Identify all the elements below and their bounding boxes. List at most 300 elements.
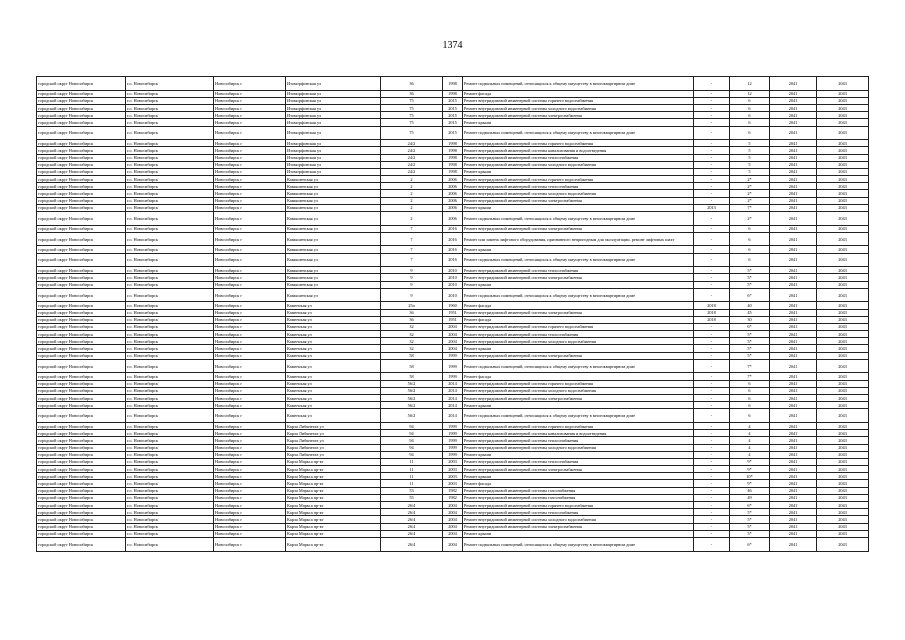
end-year-cell: 2043: [817, 494, 869, 501]
city-cell: Новосибирск г: [214, 422, 286, 429]
last-repair-year-cell: -: [694, 97, 730, 104]
street-cell: Изоморфонская ул: [286, 161, 381, 168]
table-row: [37, 402, 869, 409]
end-year-cell: 2043: [817, 323, 869, 330]
start-year-cell: 2041: [770, 422, 817, 429]
district-cell: г.о. Новосибирск: [126, 77, 214, 91]
start-year-cell: 2041: [770, 168, 817, 175]
city-cell: Новосибирск г: [214, 90, 286, 97]
end-year-cell: 2043: [817, 267, 869, 274]
start-year-cell: 2041: [770, 466, 817, 473]
city-cell: Новосибирск г: [214, 288, 286, 302]
build-year-cell: 2016: [443, 232, 463, 246]
city-cell: Новосибирск г: [214, 168, 286, 175]
street-cell: Каменская ул: [286, 352, 381, 359]
work-type-cell: Ремонт крыши: [463, 168, 694, 175]
end-year-cell: 2043: [817, 225, 869, 232]
table-row: [37, 204, 869, 211]
start-year-cell: 2041: [770, 323, 817, 330]
street-cell: Каменская ул: [286, 359, 381, 373]
start-year-cell: 2041: [770, 502, 817, 509]
house-number-cell: 58: [381, 352, 443, 359]
municipality-cell: городской округ Новосибирск: [37, 394, 126, 401]
municipality-cell: городской округ Новосибирск: [37, 480, 126, 487]
district-cell: г.о. Новосибирск: [126, 422, 214, 429]
build-year-cell: 1999: [443, 430, 463, 437]
house-number-cell: 75: [381, 97, 443, 104]
table-row: [37, 537, 869, 551]
build-year-cell: 2014: [443, 409, 463, 423]
last-repair-year-cell: 2018: [694, 316, 730, 323]
table-row: [37, 104, 869, 111]
work-type-cell: Ремонт подвальных помещений, относящихся к общему имуществу в многоквартирном доме: [463, 253, 694, 267]
street-cell: Каменская ул: [286, 323, 381, 330]
wear-cell: 4: [730, 451, 770, 458]
end-year-cell: 2043: [817, 104, 869, 111]
work-type-cell: Ремонт подвальных помещений, относящихся к общему имуществу в многоквартирном доме: [463, 288, 694, 302]
start-year-cell: 2041: [770, 274, 817, 281]
wear-cell: 7*: [730, 373, 770, 380]
house-number-cell: 56/2: [381, 394, 443, 401]
house-number-cell: 36: [381, 77, 443, 91]
build-year-cell: 1999: [443, 359, 463, 373]
street-cell: Каменская ул: [286, 409, 381, 423]
district-cell: г.о. Новосибирск: [126, 473, 214, 480]
wear-cell: 9*: [730, 466, 770, 473]
work-type-cell: Ремонт крыши: [463, 530, 694, 537]
street-cell: Карла Маркса пр-кт: [286, 487, 381, 494]
municipality-cell: городской округ Новосибирск: [37, 232, 126, 246]
end-year-cell: 2043: [817, 345, 869, 352]
end-year-cell: 2043: [817, 154, 869, 161]
last-repair-year-cell: 2013: [694, 204, 730, 211]
house-number-cell: 24/2: [381, 161, 443, 168]
district-cell: г.о. Новосибирск: [126, 309, 214, 316]
work-type-cell: Ремонт крыши: [463, 402, 694, 409]
municipality-cell: городской округ Новосибирск: [37, 253, 126, 267]
street-cell: Каменская ул: [286, 394, 381, 401]
district-cell: г.о. Новосибирск: [126, 126, 214, 140]
city-cell: Новосибирск г: [214, 281, 286, 288]
district-cell: г.о. Новосибирск: [126, 154, 214, 161]
build-year-cell: 2010: [443, 274, 463, 281]
work-type-cell: Ремонт внутридомовой инженерной системы теплоснабжения: [463, 458, 694, 465]
last-repair-year-cell: -: [694, 523, 730, 530]
street-cell: Карла Маркса пр-кт: [286, 494, 381, 501]
start-year-cell: 2041: [770, 516, 817, 523]
house-number-cell: 56/2: [381, 380, 443, 387]
city-cell: Новосибирск г: [214, 204, 286, 211]
street-cell: Камышенская ул: [286, 190, 381, 197]
table-row: [37, 316, 869, 323]
city-cell: Новосибирск г: [214, 316, 286, 323]
capital-repair-table: [36, 76, 869, 552]
wear-cell: 12: [730, 90, 770, 97]
street-cell: Камышенская ул: [286, 274, 381, 281]
city-cell: Новосибирск г: [214, 246, 286, 253]
district-cell: г.о. Новосибирск: [126, 253, 214, 267]
table-row: [37, 90, 869, 97]
district-cell: г.о. Новосибирск: [126, 402, 214, 409]
house-number-cell: 56/2: [381, 387, 443, 394]
table-row: [37, 323, 869, 330]
wear-cell: 7*: [730, 204, 770, 211]
last-repair-year-cell: -: [694, 359, 730, 373]
build-year-cell: 1951: [443, 309, 463, 316]
last-repair-year-cell: -: [694, 444, 730, 451]
street-cell: Карла Либкнехта ул: [286, 422, 381, 429]
work-type-cell: Ремонт внутридомовой инженерной системы электроснабжения: [463, 112, 694, 119]
build-year-cell: 1998: [443, 168, 463, 175]
last-repair-year-cell: -: [694, 246, 730, 253]
house-number-cell: 94: [381, 444, 443, 451]
municipality-cell: городской округ Новосибирск: [37, 288, 126, 302]
street-cell: Изоморфонская ул: [286, 140, 381, 147]
wear-cell: 2*: [730, 197, 770, 204]
table-row: [37, 480, 869, 487]
city-cell: Новосибирск г: [214, 323, 286, 330]
wear-cell: 5*: [730, 345, 770, 352]
house-number-cell: 94: [381, 437, 443, 444]
house-number-cell: 11: [381, 466, 443, 473]
house-number-cell: 26/4: [381, 502, 443, 509]
start-year-cell: 2041: [770, 267, 817, 274]
start-year-cell: 2041: [770, 444, 817, 451]
end-year-cell: 2043: [817, 451, 869, 458]
end-year-cell: 2043: [817, 274, 869, 281]
end-year-cell: 2043: [817, 190, 869, 197]
start-year-cell: 2041: [770, 225, 817, 232]
district-cell: г.о. Новосибирск: [126, 359, 214, 373]
district-cell: г.о. Новосибирск: [126, 523, 214, 530]
wear-cell: 5: [730, 140, 770, 147]
city-cell: Новосибирск г: [214, 444, 286, 451]
build-year-cell: 1998: [443, 140, 463, 147]
wear-cell: 7*: [730, 359, 770, 373]
build-year-cell: 2004: [443, 345, 463, 352]
build-year-cell: 1998: [443, 161, 463, 168]
house-number-cell: 53: [381, 487, 443, 494]
table-row: [37, 352, 869, 359]
wear-cell: 4: [730, 437, 770, 444]
build-year-cell: 2004: [443, 516, 463, 523]
last-repair-year-cell: -: [694, 331, 730, 338]
table-row: [37, 212, 869, 226]
city-cell: Новосибирск г: [214, 345, 286, 352]
municipality-cell: городской округ Новосибирск: [37, 97, 126, 104]
house-number-cell: 32: [381, 331, 443, 338]
street-cell: Камышенская ул: [286, 212, 381, 226]
house-number-cell: 75: [381, 104, 443, 111]
table-row: [37, 487, 869, 494]
work-type-cell: Ремонт внутридомовой инженерной системы горячего водоснабжения: [463, 176, 694, 183]
district-cell: г.о. Новосибирск: [126, 225, 214, 232]
municipality-cell: городской округ Новосибирск: [37, 502, 126, 509]
build-year-cell: 2004: [443, 509, 463, 516]
build-year-cell: 1998: [443, 154, 463, 161]
last-repair-year-cell: -: [694, 409, 730, 423]
wear-cell: 6: [730, 119, 770, 126]
district-cell: г.о. Новосибирск: [126, 409, 214, 423]
work-type-cell: Ремонт фасада: [463, 90, 694, 97]
work-type-cell: Ремонт внутридомовой инженерной системы холодного водоснабжения: [463, 444, 694, 451]
last-repair-year-cell: 2018: [694, 302, 730, 309]
house-number-cell: 75: [381, 126, 443, 140]
start-year-cell: 2041: [770, 90, 817, 97]
district-cell: г.о. Новосибирск: [126, 97, 214, 104]
start-year-cell: 2041: [770, 537, 817, 551]
end-year-cell: 2043: [817, 232, 869, 246]
start-year-cell: 2041: [770, 281, 817, 288]
build-year-cell: 2014: [443, 387, 463, 394]
end-year-cell: 2043: [817, 530, 869, 537]
street-cell: Карла Маркса пр-кт: [286, 537, 381, 551]
end-year-cell: 2043: [817, 480, 869, 487]
build-year-cell: 1960: [443, 302, 463, 309]
district-cell: г.о. Новосибирск: [126, 487, 214, 494]
start-year-cell: 2041: [770, 161, 817, 168]
street-cell: Каменская ул: [286, 380, 381, 387]
district-cell: г.о. Новосибирск: [126, 197, 214, 204]
house-number-cell: 24/2: [381, 168, 443, 175]
house-number-cell: 2: [381, 183, 443, 190]
build-year-cell: 2004: [443, 338, 463, 345]
city-cell: Новосибирск г: [214, 176, 286, 183]
street-cell: Карла Маркса пр-кт: [286, 458, 381, 465]
municipality-cell: городской округ Новосибирск: [37, 331, 126, 338]
house-number-cell: 24/2: [381, 147, 443, 154]
last-repair-year-cell: -: [694, 104, 730, 111]
municipality-cell: городской округ Новосибирск: [37, 473, 126, 480]
wear-cell: 5*: [730, 516, 770, 523]
street-cell: Карла Маркса пр-кт: [286, 516, 381, 523]
build-year-cell: 2003: [443, 480, 463, 487]
house-number-cell: 9: [381, 288, 443, 302]
work-type-cell: Ремонт крыши: [463, 473, 694, 480]
work-type-cell: Ремонт внутридомовой инженерной системы горячего водоснабжения: [463, 422, 694, 429]
last-repair-year-cell: -: [694, 466, 730, 473]
end-year-cell: 2043: [817, 147, 869, 154]
city-cell: Новосибирск г: [214, 509, 286, 516]
table-row: [37, 253, 869, 267]
table-row: [37, 444, 869, 451]
district-cell: г.о. Новосибирск: [126, 444, 214, 451]
wear-cell: 6: [730, 126, 770, 140]
end-year-cell: 2043: [817, 338, 869, 345]
district-cell: г.о. Новосибирск: [126, 168, 214, 175]
district-cell: г.о. Новосибирск: [126, 267, 214, 274]
work-type-cell: Ремонт подвальных помещений, относящихся к общему имуществу в многоквартирном доме: [463, 126, 694, 140]
end-year-cell: 2043: [817, 176, 869, 183]
district-cell: г.о. Новосибирск: [126, 204, 214, 211]
municipality-cell: городской округ Новосибирск: [37, 387, 126, 394]
last-repair-year-cell: -: [694, 430, 730, 437]
start-year-cell: 2041: [770, 331, 817, 338]
build-year-cell: 2006: [443, 212, 463, 226]
municipality-cell: городской округ Новосибирск: [37, 204, 126, 211]
street-cell: Каменская ул: [286, 373, 381, 380]
last-repair-year-cell: -: [694, 530, 730, 537]
city-cell: Новосибирск г: [214, 502, 286, 509]
street-cell: Каменская ул: [286, 345, 381, 352]
build-year-cell: 2015: [443, 104, 463, 111]
house-number-cell: 26/4: [381, 509, 443, 516]
build-year-cell: 2004: [443, 502, 463, 509]
table-row: [37, 530, 869, 537]
last-repair-year-cell: -: [694, 232, 730, 246]
house-number-cell: 24/2: [381, 154, 443, 161]
district-cell: г.о. Новосибирск: [126, 480, 214, 487]
wear-cell: 5*: [730, 274, 770, 281]
house-number-cell: 25а: [381, 302, 443, 309]
end-year-cell: 2043: [817, 90, 869, 97]
start-year-cell: 2041: [770, 387, 817, 394]
wear-cell: 5: [730, 161, 770, 168]
work-type-cell: Ремонт подвальных помещений, относящихся к общему имуществу в многоквартирном доме: [463, 212, 694, 226]
build-year-cell: 1999: [443, 373, 463, 380]
wear-cell: 6: [730, 380, 770, 387]
work-type-cell: Ремонт внутридомовой инженерной системы электроснабжения: [463, 352, 694, 359]
end-year-cell: 2043: [817, 437, 869, 444]
street-cell: Изоморфонская ул: [286, 90, 381, 97]
wear-cell: 5*: [730, 338, 770, 345]
start-year-cell: 2041: [770, 373, 817, 380]
start-year-cell: 2041: [770, 212, 817, 226]
table-row: [37, 473, 869, 480]
street-cell: Карла Маркса пр-кт: [286, 473, 381, 480]
municipality-cell: городской округ Новосибирск: [37, 458, 126, 465]
street-cell: Каменская ул: [286, 338, 381, 345]
last-repair-year-cell: -: [694, 288, 730, 302]
end-year-cell: 2043: [817, 204, 869, 211]
wear-cell: 6: [730, 387, 770, 394]
city-cell: Новосибирск г: [214, 530, 286, 537]
house-number-cell: 55: [381, 494, 443, 501]
table-row: [37, 422, 869, 429]
wear-cell: 5: [730, 168, 770, 175]
municipality-cell: городской округ Новосибирск: [37, 316, 126, 323]
build-year-cell: 1999: [443, 451, 463, 458]
district-cell: г.о. Новосибирск: [126, 502, 214, 509]
last-repair-year-cell: -: [694, 458, 730, 465]
table-row: [37, 147, 869, 154]
municipality-cell: городской округ Новосибирск: [37, 437, 126, 444]
house-number-cell: 2: [381, 204, 443, 211]
table-row: [37, 197, 869, 204]
street-cell: Изоморфонская ул: [286, 126, 381, 140]
district-cell: г.о. Новосибирск: [126, 537, 214, 551]
last-repair-year-cell: -: [694, 494, 730, 501]
table-row: [37, 466, 869, 473]
work-type-cell: Ремонт или замена лифтового оборудования, признанного непригодным для эксплуатации, ремонт лифтовых шахт: [463, 232, 694, 246]
last-repair-year-cell: -: [694, 437, 730, 444]
work-type-cell: Ремонт фасада: [463, 373, 694, 380]
table-row: [37, 232, 869, 246]
street-cell: Изоморфонская ул: [286, 147, 381, 154]
city-cell: Новосибирск г: [214, 161, 286, 168]
municipality-cell: городской округ Новосибирск: [37, 302, 126, 309]
municipality-cell: городской округ Новосибирск: [37, 281, 126, 288]
start-year-cell: 2041: [770, 309, 817, 316]
street-cell: Изоморфонская ул: [286, 119, 381, 126]
table-row: [37, 502, 869, 509]
city-cell: Новосибирск г: [214, 225, 286, 232]
work-type-cell: Ремонт крыши: [463, 204, 694, 211]
work-type-cell: Ремонт внутридомовой инженерной системы канализования и водоотведения: [463, 430, 694, 437]
street-cell: Карла Маркса пр-кт: [286, 480, 381, 487]
municipality-cell: городской округ Новосибирск: [37, 345, 126, 352]
end-year-cell: 2043: [817, 140, 869, 147]
wear-cell: 6: [730, 253, 770, 267]
work-type-cell: Ремонт внутридомовой инженерной системы теплоснабжения: [463, 267, 694, 274]
street-cell: Каменская ул: [286, 302, 381, 309]
city-cell: Новосибирск г: [214, 126, 286, 140]
municipality-cell: городской округ Новосибирск: [37, 338, 126, 345]
work-type-cell: Ремонт внутридомовой инженерной системы электроснабжения: [463, 466, 694, 473]
end-year-cell: 2043: [817, 430, 869, 437]
district-cell: г.о. Новосибирск: [126, 338, 214, 345]
work-type-cell: Ремонт внутридомовой инженерной системы теплоснабжения: [463, 183, 694, 190]
start-year-cell: 2041: [770, 473, 817, 480]
district-cell: г.о. Новосибирск: [126, 509, 214, 516]
last-repair-year-cell: -: [694, 502, 730, 509]
build-year-cell: 2016: [443, 253, 463, 267]
start-year-cell: 2041: [770, 183, 817, 190]
wear-cell: 2*: [730, 212, 770, 226]
house-number-cell: 58: [381, 373, 443, 380]
table-row: [37, 267, 869, 274]
district-cell: г.о. Новосибирск: [126, 119, 214, 126]
work-type-cell: Ремонт внутридомовой инженерной системы холодного водоснабжения: [463, 104, 694, 111]
start-year-cell: 2041: [770, 352, 817, 359]
house-number-cell: 9: [381, 267, 443, 274]
build-year-cell: 2006: [443, 176, 463, 183]
work-type-cell: Ремонт фасада: [463, 302, 694, 309]
table-row: [37, 409, 869, 423]
build-year-cell: 2003: [443, 466, 463, 473]
last-repair-year-cell: -: [694, 352, 730, 359]
work-type-cell: Ремонт крыши: [463, 345, 694, 352]
table-row: [37, 97, 869, 104]
municipality-cell: городской округ Новосибирск: [37, 154, 126, 161]
work-type-cell: Ремонт внутридомовой инженерной системы электроснабжения: [463, 274, 694, 281]
wear-cell: 5*: [730, 331, 770, 338]
start-year-cell: 2041: [770, 119, 817, 126]
build-year-cell: 2003: [443, 473, 463, 480]
table-row: [37, 494, 869, 501]
last-repair-year-cell: -: [694, 183, 730, 190]
district-cell: г.о. Новосибирск: [126, 345, 214, 352]
last-repair-year-cell: -: [694, 154, 730, 161]
table-row: [37, 437, 869, 444]
house-number-cell: 11: [381, 480, 443, 487]
work-type-cell: Ремонт крыши: [463, 281, 694, 288]
build-year-cell: 2010: [443, 267, 463, 274]
city-cell: Новосибирск г: [214, 494, 286, 501]
street-cell: Карла Маркса пр-кт: [286, 502, 381, 509]
district-cell: г.о. Новосибирск: [126, 147, 214, 154]
street-cell: Камышенская ул: [286, 183, 381, 190]
municipality-cell: городской округ Новосибирск: [37, 176, 126, 183]
last-repair-year-cell: -: [694, 281, 730, 288]
house-number-cell: 26/4: [381, 537, 443, 551]
work-type-cell: Ремонт фасада: [463, 480, 694, 487]
table-row: [37, 288, 869, 302]
house-number-cell: 36: [381, 90, 443, 97]
wear-cell: 10*: [730, 473, 770, 480]
end-year-cell: 2043: [817, 523, 869, 530]
table-row: [37, 140, 869, 147]
